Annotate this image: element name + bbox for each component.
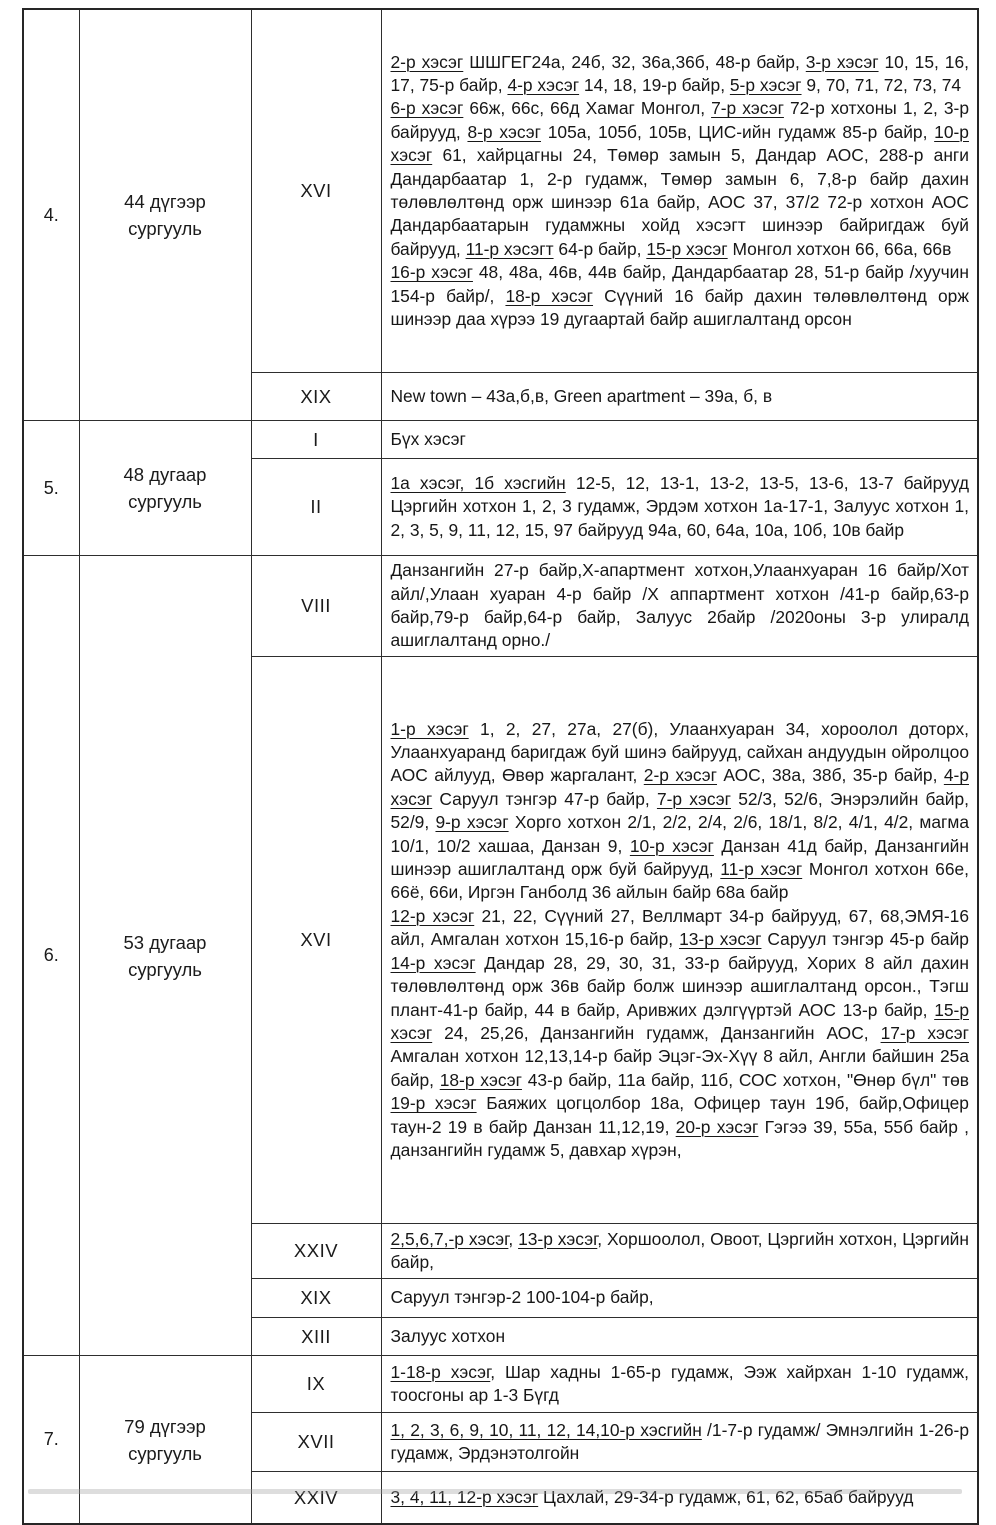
underlined-run: 18-р хэсэг [505, 285, 594, 306]
underlined-run: 10-р хэсэг [629, 835, 714, 856]
text-paragraph [391, 385, 970, 408]
text-run: New town – 43а,б,в, Green apartment – 39а, б, в [390, 385, 773, 406]
text-run: 48, 48а, 46в, 44в байр, Дандарбаатар 28, 51-р байр /хуучин 154-р байр/, [390, 262, 969, 306]
section-text-cell [381, 556, 978, 657]
text-run: , Шар хадны 1-65-р гудамж, Ээж хайрхан 1-10 гудамж, тоосгоны ар 1-3 Бүгд [390, 1361, 969, 1405]
underlined-run: 18-р хэсэг [439, 1069, 522, 1090]
text-run: Данзан 41д байр, Данзангийн шинээр ашиглалтанд орж буй байрууд, [390, 835, 969, 880]
section-roman-cell: XXIV [251, 1472, 381, 1525]
row-number-cell: 5. [23, 421, 79, 556]
underlined-run: 13-р хэсэг [518, 1228, 598, 1249]
text-run: 61, хайрцагны 24, Төмөр замын 5, Дандар АОС, 288-р анги Дандарбаатар 1, 2-р гудамж, Төмөр замын 6, 7,8-р байр дахин төлөвлөлтөнд орж шинээр 61а байр, АОС 37, 37/2 72-р хотхон АОС Дандарбаатарын гудамжны хойд хэсэгт шинээр байригдаж буй байрууд, [390, 145, 969, 259]
text-paragraph [391, 428, 970, 451]
text-run: /1-7-р гудамж/ Эмнэлгийн 1-26-р гудамж, Эрдэнэтолгойн [390, 1419, 969, 1463]
underlined-run: 13-р хэсэг [679, 929, 762, 950]
underlined-run: 7-р хэсэг [656, 788, 731, 809]
section-roman-cell: XVII [251, 1413, 381, 1472]
underlined-run: 9-р хэсэг [435, 812, 509, 833]
underlined-run: 4-р хэсэг [390, 765, 969, 809]
text-run: 14, 18, 19-р байр, [579, 74, 730, 95]
text-paragraph [391, 952, 970, 1163]
section-text-cell [381, 1318, 978, 1356]
underlined-run: 5-р хэсэг [729, 74, 802, 95]
text-run: Залуус хотхон [390, 1325, 506, 1346]
underlined-run: 17-р хэсэг [880, 1022, 969, 1043]
schools-table-body [23, 9, 978, 1524]
underlined-run: 1-18-р хэсэг [390, 1361, 491, 1382]
text-paragraph [391, 559, 970, 653]
text-run: 12-5, 12, 13-1, 13-2, 13-5, 13-6, 13-7 байрууд Цэргийн хотхон 1, 2, 3 гудамж, Эрдэм хотхон 1а-17-1, Залуус хотхон 1, 2, 3, 5, 9, 11, 12, 15, 97 байрууд 94а, 60, 64а, 10а, 10б, 10в байр [390, 472, 970, 540]
underlined-run: 2,5,6,7,-р хэсэг [390, 1228, 509, 1249]
underlined-run: 11-р хэсэгт [465, 238, 554, 259]
section-roman-cell: II [251, 459, 381, 556]
text-run: , [508, 1228, 519, 1249]
text-paragraph [391, 97, 970, 261]
text-run: Монгол хотхон 66, 66а, 66в [727, 238, 952, 259]
text-run: Дандар 28, 29, 30, 31, 33-р байрууд, Хорих 8 айл дахин төлөвлөлтөнд орж 36в байр болж шинээр ашиглалтанд орсон., Тэгш плант-41-р байр, 44 в байр, Аривжих дэлгүүртэй АОС 13-р байр, [390, 952, 969, 1020]
text-run: 64-р байр, [553, 238, 647, 259]
text-paragraph [391, 1286, 970, 1309]
text-run: Хорго хотхон 2/1, 2/2, 2/4, 2/6, 18/1, 8/2, 4/1, 4/2, магма 10/1, 10/2 хашаа, Данзан 9, [390, 812, 969, 856]
text-run: 43-р байр, 11а байр, 11б, СОС хотхон, "Өнөр бүл" төв [521, 1069, 969, 1090]
text-run: 105а, 105б, 105в, ЦИС-ийн гудамж 85-р байр, [541, 121, 935, 142]
text-paragraph [391, 1228, 970, 1275]
underlined-run: 2-р хэсэг [643, 765, 718, 786]
text-run: 1, 2, 27, 27а, 27(б), Улаанхуаран 34, хороолол доторх, Улаанхуаранд баригдаж буй шинэ байрууд, сайхан андуудын ойролцоо АОС айлууд, Өвөр жаргалант, [390, 718, 969, 786]
row-number-cell: 4. [23, 9, 79, 421]
underlined-run: 8-р хэсэг [467, 121, 541, 142]
section-roman-cell: VIII [251, 556, 381, 657]
underlined-run: 19-р хэсэг [390, 1093, 477, 1114]
underlined-run: 3, 4, 11, 12-р хэсэг [390, 1486, 539, 1507]
text-run: 52/3, 52/6, Энэрэлийн байр, 52/9, [390, 788, 969, 833]
text-run: 9, 70, 71, 72, 73, 74 [801, 74, 962, 95]
table-row [23, 1356, 978, 1413]
section-text-cell [381, 1356, 978, 1413]
section-roman-cell: XXIV [251, 1224, 381, 1279]
section-text-cell [381, 459, 978, 556]
text-run: Амгалан хотхон 12,13,14-р байр Эцэг-Эх-Хүү 8 айл, Англи байшин 25а байр, [390, 1046, 969, 1090]
section-roman-cell: XIX [251, 1279, 381, 1318]
text-run: Гэгээ 39, 55а, 55б байр , данзангийн гудамж 5, давхар хүрэн, [390, 1116, 969, 1160]
underlined-run: 15-р хэсэг [646, 238, 728, 259]
text-run: Цахлай, 29-34-р гудамж, 61, 62, 65аб байрууд [538, 1486, 914, 1507]
text-paragraph [391, 905, 970, 952]
table-row [23, 556, 978, 657]
text-run: Данзангийн 27-р байр,Х-апартмент хотхон,Улаанхуаран 16 байр/Хот айл/,Улаан хуаран 4-р байр /Х аппартмент хотхон /41-р байр,63-р байр,79-р байр,64-р байр, Залуус 2байр /2020оны 3-р улиралд ашиглалтанд орно./ [390, 560, 969, 651]
section-roman-cell: I [251, 421, 381, 459]
underlined-run: 1, 2, 3, 6, 9, 10, 11, 12, 14,10-р хэсгийн [390, 1419, 702, 1440]
section-text-cell [381, 657, 978, 1224]
text-run: ШШГЕГ24а, 24б, 32, 36а,36б, 48-р байр, [463, 51, 806, 72]
table-row [23, 9, 978, 373]
school-name-cell: 79 дүгээр сургууль [79, 1356, 251, 1525]
underlined-run: 3-р хэсэг [805, 51, 879, 72]
section-roman-cell: XVI [251, 657, 381, 1224]
section-text-cell [381, 1413, 978, 1472]
underlined-run: 2-р хэсэг [390, 51, 464, 72]
table-row [23, 421, 978, 459]
text-run: Бүх хэсэг [390, 428, 466, 449]
school-name-cell: 53 дугаар сургууль [79, 556, 251, 1356]
underlined-run: 12-р хэсэг [390, 905, 475, 926]
underlined-run: 6-р хэсэг [390, 98, 464, 119]
text-run: Монгол хотхон 66е, 66ё, 66и, Иргэн Ганболд 36 айлын байр 68а байр [390, 859, 969, 903]
text-paragraph [391, 1419, 970, 1466]
section-roman-cell: XIII [251, 1318, 381, 1356]
text-run: 72-р хотхоны 1, 2, 3-р байрууд, [390, 98, 970, 142]
text-run: АОС, 38а, 38б, 35-р байр, [717, 765, 944, 786]
underlined-run: 20-р хэсэг [675, 1116, 759, 1137]
text-run: Сүүний 16 байр дахин төлөвлөлтөнд орж шинээр даа хүрээ 19 дугаартай байр ашиглалтанд орсон [390, 285, 969, 330]
underlined-run: 11-р хэсэг [720, 859, 803, 880]
text-paragraph [391, 472, 970, 542]
text-paragraph [391, 1325, 970, 1348]
row-number-cell: 7. [23, 1356, 79, 1525]
underlined-run: 1-р хэсэг [390, 718, 469, 739]
text-paragraph [391, 718, 970, 905]
row-number-cell: 6. [23, 556, 79, 1356]
section-roman-cell: IX [251, 1356, 381, 1413]
text-run: Баяжих цогцолбор 18а, Офицер таун 19б, байр,Офицер таун-2 19 в байр Данзан 11,12,19, [390, 1093, 969, 1137]
text-run: Саруул тэнгэр 45-р байр [761, 929, 969, 950]
text-run: 66ж, 66с, 66д Хамаг Монгол, [463, 98, 712, 119]
scan-artifact [28, 1489, 962, 1494]
underlined-run: 1а хэсэг, 1б хэсгийн [390, 472, 566, 493]
school-districts-table [22, 8, 979, 1525]
text-run: Саруул тэнгэр-2 100-104-р байр, [390, 1287, 654, 1308]
underlined-run: 4-р хэсэг [507, 74, 580, 95]
section-roman-cell: XIX [251, 373, 381, 421]
text-run: , Хоршоолол, Овоот, Цэргийн хотхон, Цэргийн байр, [390, 1228, 969, 1272]
section-text-cell [381, 421, 978, 459]
section-text-cell [381, 1224, 978, 1279]
text-run: 24, 25,26, Данзангийн гудамж, Данзангийн АОС, [432, 1022, 881, 1043]
underlined-run: 10-р хэсэг [390, 121, 969, 166]
school-name-cell: 44 дүгээр сургууль [79, 9, 251, 421]
text-paragraph [391, 51, 970, 98]
underlined-run: 14-р хэсэг [390, 952, 476, 973]
school-name-cell: 48 дугаар сургууль [79, 421, 251, 556]
section-text-cell [381, 9, 978, 373]
text-run: 21, 22, Сүүний 27, Веллмарт 34-р байрууд, 67, 68,ЭМЯ-16 айл, Амгалан хотхон 15,16-р байр, [390, 905, 969, 950]
text-run: 10, 15, 16, 17, 75-р байр, [390, 51, 969, 95]
section-roman-cell: XVI [251, 9, 381, 373]
text-run: Саруул тэнгэр 47-р байр, [432, 788, 657, 809]
underlined-run: 7-р хэсэг [711, 98, 784, 119]
section-text-cell [381, 1279, 978, 1318]
section-text-cell [381, 1472, 978, 1525]
section-text-cell [381, 373, 978, 421]
text-paragraph [391, 1361, 970, 1408]
underlined-run: 16-р хэсэг [390, 262, 473, 283]
underlined-run: 15-р хэсэг [390, 999, 969, 1043]
text-paragraph [391, 261, 970, 331]
